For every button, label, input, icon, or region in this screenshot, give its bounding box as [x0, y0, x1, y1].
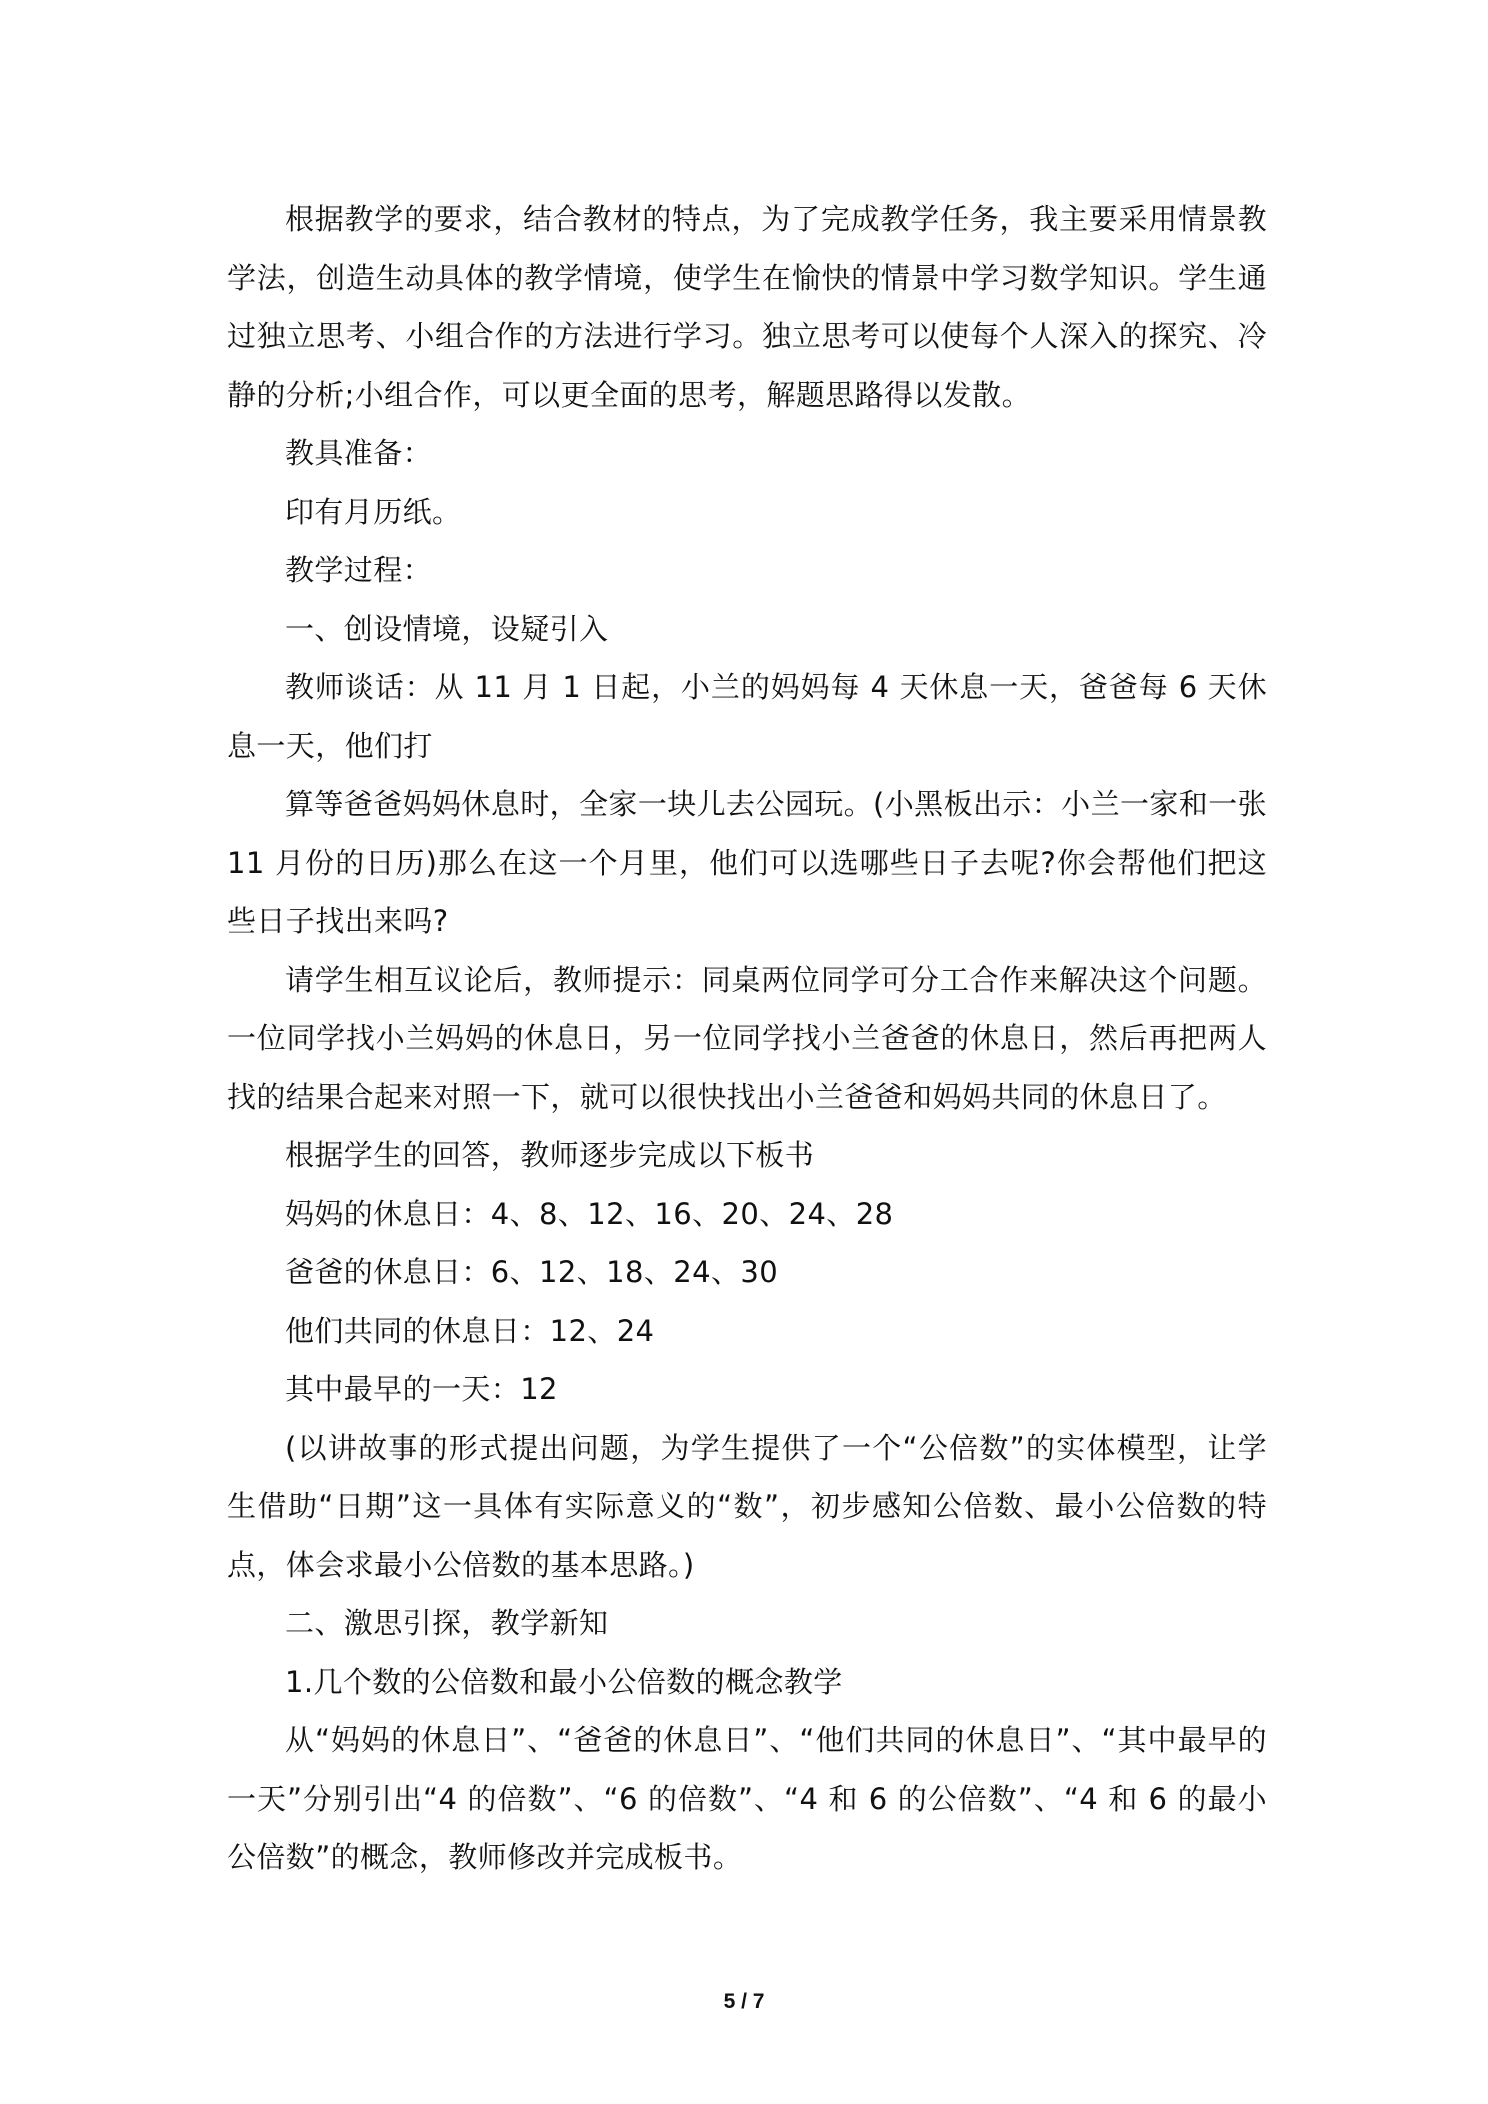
section-heading-one: 一、创设情境，设疑引入: [285, 611, 609, 646]
paragraph-materials-heading: 教具准备：: [285, 436, 433, 470]
paragraph-materials: 印有月历纸。: [285, 494, 462, 529]
document-body: [227, 190, 1267, 1887]
paragraph-concept-intro: 从“妈妈的休息日”、“爸爸的休息日”、“他们共同的休息日”、“其中最早的一天”分别引出“4 的倍数”、“6 的倍数”、“4 和 6 的公倍数”、“4 和 6 的最小公倍数”的概念，教师修改并完成板书。: [227, 1723, 1267, 1874]
board-line-common: 他们共同的休息日：12、24: [285, 1313, 655, 1348]
page-number: 5 / 7: [723, 1990, 765, 2013]
paragraph-design-note: (以讲故事的形式提出问题，为学生提供了一个“公倍数”的实体模型，让学生借助“日期”这一具体有实际意义的“数”，初步感知公倍数、最小公倍数的特点，体会求最小公倍数的基本思路。): [227, 1430, 1267, 1582]
paragraph-calendar-question: 算等爸爸妈妈休息时，全家一块儿去公园玩。(小黑板出示：小兰一家和一张 11 月份的日历)那么在这一个月里，他们可以选哪些日子去呢?你会帮他们把这些日子找出来吗?: [227, 787, 1267, 938]
paragraph-process-heading: 教学过程：: [285, 553, 433, 587]
paragraph-teacher-talk: 教师谈话：从 11 月 1 日起，小兰的妈妈每 4 天休息一天，爸爸每 6 天休息一天，他们打: [227, 670, 1267, 763]
board-line-earliest: 其中最早的一天：12: [285, 1372, 558, 1406]
board-line-mother: 妈妈的休息日：4、8、12、16、20、24、28: [285, 1196, 894, 1231]
paragraph-teaching-method: 根据教学的要求，结合教材的特点，为了完成教学任务，我主要采用情景教学法，创造生动具体的教学情境，使学生在愉快的情景中学习数学知识。学生通过独立思考、小组合作的方法进行学习。独立思考可以使每个人深入的探究、冷静的分析;小组合作，可以更全面的思考，解题思路得以发散。: [227, 202, 1267, 412]
section-heading-two: 二、激思引探，教学新知: [285, 1606, 609, 1640]
board-line-father: 爸爸的休息日：6、12、18、24、30: [285, 1255, 779, 1289]
paragraph-board-intro: 根据学生的回答，教师逐步完成以下板书: [285, 1138, 815, 1172]
subsection-heading-concept: 1.几个数的公倍数和最小公倍数的概念教学: [285, 1664, 843, 1699]
paragraph-group-discussion: 请学生相互议论后，教师提示：同桌两位同学可分工合作来解决这个问题。一位同学找小兰妈妈的休息日，另一位同学找小兰爸爸的休息日，然后再把两人找的结果合起来对照一下，就可以很快找出小兰爸爸和妈妈共同的休息日了。: [227, 962, 1267, 1114]
